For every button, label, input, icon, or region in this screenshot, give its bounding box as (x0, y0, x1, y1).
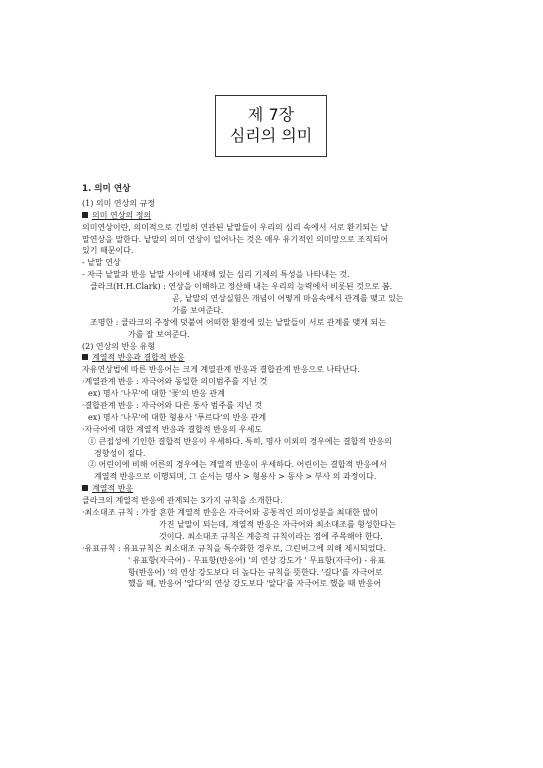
line-text: ② 어린이에 비해 어른의 경우에는 계열적 반응이 우세하다. 어린이는 결합적 반응에서 (88, 460, 387, 470)
text-line (82, 578, 482, 590)
text-line (82, 234, 482, 246)
text-line (82, 471, 482, 483)
line-text: 것이다. 최소대조 규칙은 계층적 규칙이라는 점에 주목해야 한다. (159, 531, 383, 541)
text-line (82, 245, 482, 257)
text-line (82, 305, 482, 317)
line-text: ① 큰접성에 기인한 결합적 반응이 우세하다. 특히, 명사 이외의 경우에는 결합적 반응의 (88, 436, 392, 446)
text-line (82, 412, 482, 424)
square-bullet-icon (82, 212, 88, 218)
line-text: 계열적 반응과 결합적 반응 (92, 353, 185, 363)
text-line (82, 341, 482, 353)
text-line (82, 257, 482, 269)
square-bullet-icon (82, 485, 88, 491)
text-line (82, 436, 482, 448)
line-text: 계열적 반응으로 이행되며, 그 순서는 명사 > 형용사 > 동사 > 부사 의 과정이다. (94, 472, 377, 482)
square-bullet-icon (82, 354, 88, 360)
text-line (82, 364, 482, 376)
line-text: ·계열관계 반응 : 자극어와 동일한 의미범주를 지닌 것 (82, 377, 268, 387)
line-text: ·최소대조 규칙 : 가장 흔한 계열적 반응은 자극어와 공통적인 의미성분을 최대한 많이 (82, 508, 378, 518)
line-text: 의미연상이란, 의미적으로 긴밀히 연관된 낱말들이 우리의 심리 속에서 서로 환기되는 낱 (82, 222, 389, 232)
document-body (82, 184, 482, 590)
line-text: - 자극 낱말과 반응 낱말 사이에 내재해 있는 심리 기제의 특성을 나타내는 것. (82, 270, 350, 280)
text-line (82, 269, 482, 281)
text-line (82, 448, 482, 460)
line-text: ·유표규칙 : 유표규칙은 최소대조 규칙을 특수화한 경우로, 그린버그에 의해 제시되었다. (82, 543, 386, 553)
line-text: (1) 의미 연상의 규정 (82, 198, 156, 208)
line-text: 가진 낱말이 되는데, 계열적 반응은 자극어와 최소대조를 형성한다는 (159, 519, 396, 529)
section-heading (82, 184, 482, 196)
text-line (82, 198, 482, 210)
line-text: - 낱말 연상 (82, 258, 121, 268)
line-text: ·결합관계 반응 : 자극어와 다른 통사 범주를 지닌 것 (82, 401, 263, 411)
line-text: 1. 의미 연상 (82, 184, 131, 194)
line-text: 경향성이 짙다. (94, 448, 146, 458)
chapter-title: 심리의 의미 (229, 126, 313, 145)
line-text: 가를 보여준다. (172, 305, 224, 315)
text-line (82, 459, 482, 471)
line-text: ·자극어에 대한 계열적 반응과 결합적 반응의 우세도 (82, 424, 263, 434)
text-line (82, 495, 482, 507)
line-text: 클라크(H.H.Clark) : 연상을 이해하고 정산해 내는 우리의 능력에서 비롯된 것으로 봄. (90, 282, 393, 292)
text-line (82, 281, 482, 293)
line-text: 계열적 반응 (92, 484, 134, 494)
line-text: 가를 잘 보여준다. (128, 329, 190, 339)
subsection-heading (82, 483, 482, 495)
text-line (82, 424, 482, 436)
chapter-title-box (215, 95, 327, 157)
text-line (82, 543, 482, 555)
line-text: 말연상을 말한다. 낱말의 의미 연상이 일어나는 것은 매우 유기적인 의미망으로 조직되어 (82, 234, 389, 244)
text-line (82, 555, 482, 567)
line-text: 조명한 : 클라크의 주장에 덧붙여 어떠한 환경에 있는 낱말들이 서로 관계를 맺게 되는 (90, 317, 386, 327)
subsection-heading (82, 210, 482, 222)
text-line (82, 531, 482, 543)
text-line (82, 507, 482, 519)
line-text: 항(반응어) '의 연상 강도보다 더 높다는 규칙을 뜻한다. '길다'를 자극어로 (128, 567, 383, 577)
text-line (82, 400, 482, 412)
line-text: ex) 명사 '나무'에 대한 형용사 '푸르다'의 반응 관계 (88, 412, 267, 422)
text-line (82, 519, 482, 531)
line-text: 의미 연상의 정의 (92, 210, 152, 220)
line-text: 있기 때문이다. (82, 246, 134, 256)
text-line (82, 293, 482, 305)
text-line (82, 317, 482, 329)
line-text: ex) 명사 '나무'에 대한 '꽃'의 반응 관계 (88, 389, 225, 399)
chapter-number: 제 7장 (247, 105, 295, 124)
subsection-heading (82, 352, 482, 364)
line-text: 했을 때, 반응어 '알다'의 연상 강도보다 '알다'를 자극어로 했을 때 반응어 (128, 579, 382, 589)
text-line (82, 567, 482, 579)
line-text: (2) 연상의 반응 유형 (82, 341, 156, 351)
line-text: 클라크의 계열적 반응에 관계되는 3가지 규칙을 소개한다. (82, 496, 283, 506)
text-line (82, 222, 482, 234)
line-text: 곧, 낱말의 연상실험은 개념이 어떻게 마음속에서 관계를 맺고 있는 (172, 294, 404, 304)
line-text: ' 유표항(자극어) - 무표항(반응어) '의 연상 강도가 ' 무표항(자극어) - 유표 (128, 555, 386, 565)
text-line (82, 388, 482, 400)
text-line (82, 329, 482, 341)
text-line (82, 376, 482, 388)
line-text: 자유연상법에 따른 반응어는 크게 계열관계 반응과 결합관계 반응으로 나타난다. (82, 365, 360, 375)
